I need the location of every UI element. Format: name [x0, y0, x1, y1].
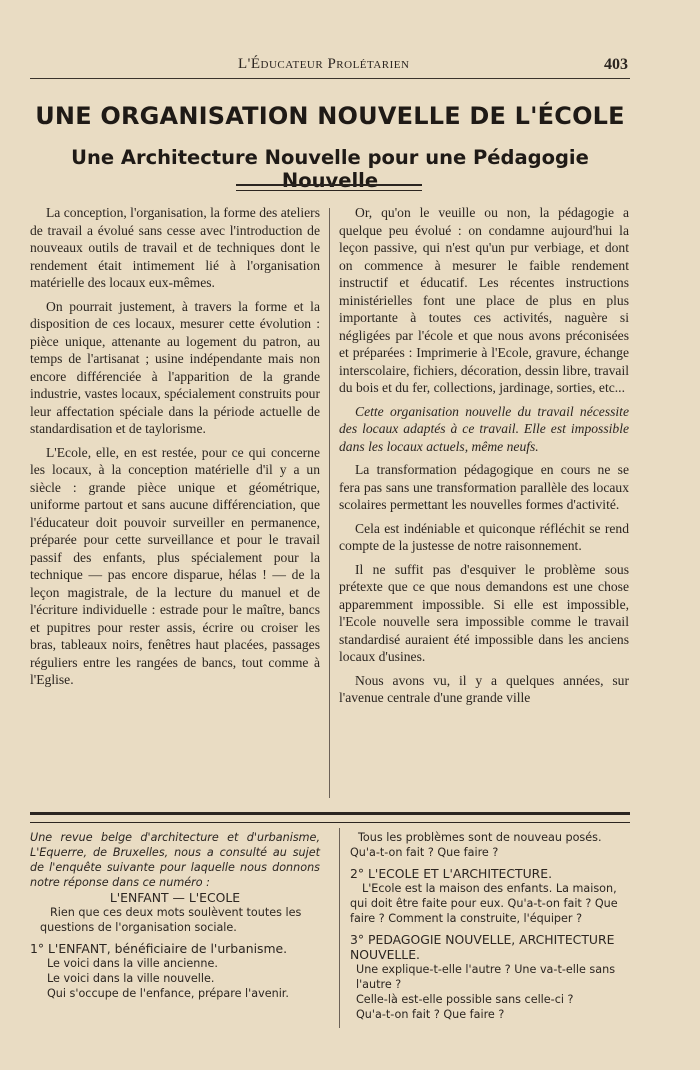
- left-column: [30, 204, 320, 695]
- paragraph: Or, qu'on le veuille ou non, la pédagogie a quelque peu évolué : on condamne aujourd'hui la leçon passive, qui n'est qu'un pur verbiage, et dont on commence à mesurer le faible rendement instructif et éducatif. Les récentes instructions ministérielles font une place de plus en plus importante à toutes ces activités, naguère si négligées par l'école et que nous avons préconisées et préparées : Imprimerie à l'Ecole, gravure, échange interscolaire, fichiers, décoration, dessin libre, travail du bois et du fer, collections, jardinage, sorties, etc...: [339, 205, 629, 395]
- question-3-title: 3° PEDAGOGIE NOUVELLE, ARCHITECTURE NOUVELLE.: [350, 932, 615, 962]
- paragraph: L'Ecole, elle, en est restée, pour ce qui concerne les locaux, à la conception matérielle d'il y a un siècle : grande pièce unique et géométrique, uniforme partout et sans aucune différenciation, que l'éducateur doit pouvoir surveiller en permanence, préparée pour cette surveillance et pour le travail passif des enfants, plus spécialement pour la technique — pas encore disparue, hélas ! — de la leçon magistrale, de la lecture du manuel et de l'écriture individuelle : estrade pour le maître, bancs et pupitres pour rester assis, écrire ou croiser les bras, tableaux noirs, fenêtres haut placées, passages réguliers entre les rangées de bancs, tout comme à l'Eglise.: [30, 444, 320, 687]
- question-1-line: Qui s'occupe de l'enfance, prépare l'avenir.: [47, 987, 289, 1000]
- paragraph: Il ne suffit pas d'esquiver le problème sous prétexte que ce que nous demandons est une chose apparemment impossible. Si elle est impossible, l'Ecole nouvelle sera impossible comme le travail standardisé auraient été impossible dans les anciens locaux d'usines.: [339, 561, 629, 664]
- survey-box-right: [350, 830, 632, 1022]
- page-number: 403: [604, 56, 628, 73]
- question-1-line: Le voici dans la ville nouvelle.: [47, 972, 215, 985]
- title-rule: [236, 184, 422, 191]
- emphasis-paragraph: Cette organisation nouvelle du travail nécessite des locaux adaptés à ce travail. Elle est impossible dans les locaux actuels, même neufs.: [339, 403, 629, 454]
- right-column: [339, 204, 629, 713]
- article-title: UNE ORGANISATION NOUVELLE DE L'ÉCOLE: [35, 102, 625, 130]
- survey-right-intro: Tous les problèmes sont de nouveau posés. Qu'a-t-on fait ? Que faire ?: [350, 831, 602, 859]
- paragraph: Nous avons vu, il y a quelques années, sur l'avenue centrale d'une grande ville: [339, 672, 629, 705]
- survey-heading-text: Rien que ces deux mots soulèvent toutes les questions de l'organisation sociale.: [40, 906, 302, 934]
- question-3-line: Qu'a-t-on fait ? Que faire ?: [356, 1008, 505, 1021]
- column-divider: [329, 208, 330, 798]
- survey-intro: Une revue belge d'architecture et d'urbanisme, L'Equerre, de Bruxelles, nous a consulté au sujet de l'enquête suivante pour laquelle nous donnons notre réponse dans ce numéro :: [30, 831, 320, 889]
- journal-title: L'Éducateur Prolétarien: [238, 56, 410, 72]
- paragraph: Cela est indéniable et quiconque réfléchit se rend compte de la justesse de notre raisonnement.: [339, 520, 629, 553]
- paragraph: On pourrait justement, à travers la forme et la disposition de ces locaux, mesurer cette évolution : pièce unique, attenante au logement du patron, au temps de l'artisanat ; usine indépendante mais non encore différenciée à l'apparition de la grande industrie, vastes locaux, spécialement construits pour leur affectation spéciale dans la période actuelle de standardisation et de taylorisme.: [30, 298, 320, 436]
- question-2-text: L'Ecole est la maison des enfants. La maison, qui doit être faite pour eux. Qu'a-t-on fait ? Que faire ? Comment la construite, l'équiper ?: [350, 882, 618, 925]
- question-1-line: Le voici dans la ville ancienne.: [47, 957, 218, 970]
- survey-box-left: [30, 830, 320, 1001]
- question-2-title: 2° L'ECOLE ET L'ARCHITECTURE.: [350, 866, 553, 881]
- question-3-line: Celle-là est-elle possible sans celle-ci ?: [356, 993, 574, 1006]
- section-rule: [30, 812, 630, 823]
- survey-heading: L'ENFANT — L'ECOLE: [109, 890, 241, 905]
- question-1-title: 1° L'ENFANT, bénéficiaire de l'urbanisme.: [30, 941, 288, 956]
- paragraph: La transformation pédagogique en cours ne se fera pas sans une transformation parallèle des locaux scolaires permettant les nouvelles formes d'activité.: [339, 462, 629, 512]
- question-3-line: Une explique-t-elle l'autre ? Une va-t-elle sans l'autre ?: [356, 963, 616, 991]
- article-subtitle: Une Architecture Nouvelle pour une Pédagogie Nouvelle: [71, 146, 589, 192]
- running-header: [30, 56, 630, 79]
- paragraph: La conception, l'organisation, la forme des ateliers de travail a évolué sans cesse avec l'introduction de nouveaux outils de travail et de techniques dont le rendement était intimement lié à l'organisation matérielle des locaux eux-mêmes.: [30, 205, 320, 290]
- box-divider: [339, 828, 340, 1028]
